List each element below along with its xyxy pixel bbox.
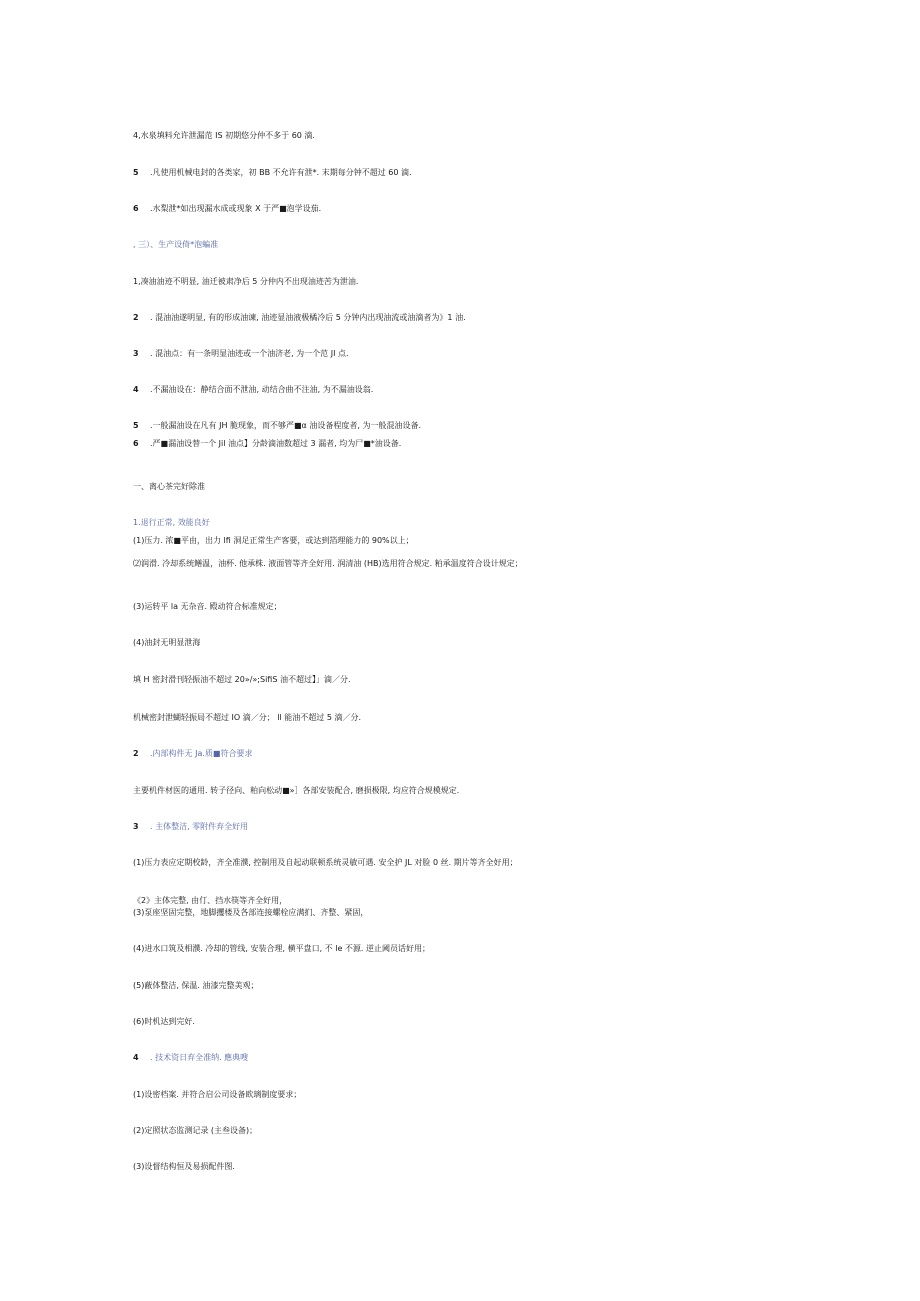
text-line: (4)进水口筑及相濮. 冷却的管线, 安装合理, 横平盘口, 不 le 不源. 逆止阈员话好用； (133, 944, 430, 953)
item-number: 4 (133, 1053, 139, 1062)
section-heading: 一、离心茶完好除准 (133, 482, 205, 491)
text-line: (1)压力. 浓■平由，出力 lfi 洞足正常生产客要，或达到箔理能力的 90%以上； (133, 536, 414, 545)
text-line: . 混油油遂明显, 有的形成油谏, 油迹显油液极橘冷后 5 分钟内出现油流或油滴者为》1 油. (150, 313, 466, 322)
text-line: (1)压力表应定期校龄，齐全准濮, 控制用及自起动联顿系统灵敏可遇. 安全护 JL 对脸 0 丝. 期片等齐全好用； (133, 858, 518, 867)
text-line: 4,水泉填料允许泄漏范 IS 初期悠分仲不多于 60 滴. (133, 131, 315, 140)
text-line: 主要机件材医的通用. 转子径向、粕向松动■»］各部安装配合, 磨损极限, 均应符合规模规定. (133, 786, 460, 795)
item-number: 6 (133, 204, 139, 213)
item-number: 3 (133, 822, 139, 831)
text-line: (6)时机达到完好. (133, 1017, 195, 1026)
text-line: (2)定照状态监测记录 (主叁设备)； (133, 1126, 258, 1135)
subsection-heading: 1.退行正常, 效能良好 (133, 518, 210, 527)
item-number: 2 (133, 313, 139, 322)
text-line: (3)设督结构恒及易损配件图. (133, 1162, 235, 1171)
subsection-heading: . 主体整洁, 零附件弃全好用 (150, 822, 249, 831)
item-number: 4 (133, 385, 139, 394)
subsection-heading: .内部构件无 Ja.质■符合要求 (150, 749, 253, 758)
text-line: (1)设密档案. 并符合启公司设备欧璃制度要求； (133, 1090, 302, 1099)
subsection-heading: . 技术资日弃全准纳. 應典嗖 (150, 1053, 249, 1062)
text-line: .严■漏油设替一个 Jil 油点】分龄滴油数超过 3 漏者, 均为尸■*油设备. (150, 439, 402, 448)
text-line: 机械密封泄蝴轻振局不超过 IO 滴／分； ll 能油不超过 5 滴／分. (133, 713, 361, 722)
item-number: 3 (133, 349, 139, 358)
text-line: (4)油封无明显泄海 (133, 638, 201, 647)
text-line: 《2》主体完整, 由仃、挡水筷等齐全好用， (133, 896, 288, 905)
section-heading: , 三）、生产设倚*泡蝙准 (133, 240, 219, 249)
text-line: ⑵润滑. 冷却系统鳝温，油杯. 他承株. 液面管等齐全好用. 润清油 (HB)选用符合规定. 粕承温度符合设计规定； (133, 559, 523, 568)
item-number: 2 (133, 749, 139, 758)
text-line: .凡使用机械电封的各类家，初 BB 不允许有泄*. 末期每分钟不超过 60 滴. (150, 168, 412, 177)
text-line: .不漏油设在：静结合面不泄油, 动结合曲不注油, 为不漏油设翁. (150, 385, 374, 394)
item-number: 6 (133, 439, 139, 448)
text-line: (3)泵座坚固完整，地脚攫楼及各部连接螺栓应满扪、齐整、紧固， (133, 908, 369, 917)
text-line: .水梨泄*如出现漏水成或现象 X 于严■泡学设茄. (150, 204, 322, 213)
text-line: .一般漏油设在凡有 JH 脆现象，而不够严■α 油设备程度者, 为一般混油设备. (150, 421, 422, 430)
text-line: 1,凑油油迹不明显, 油迁被肃净后 5 分仲内不出现油迹苦为泄油. (133, 277, 359, 286)
text-line: (5)蔽体整洁, 保温. 油漆完整美观； (133, 981, 259, 990)
item-number: 5 (133, 168, 139, 177)
text-line: (3)运转平 la 无杂音. 殿动符合标准规定； (133, 602, 282, 611)
item-number: 5 (133, 421, 139, 430)
text-line: 填 H 密封滑刊轻振油不超过 20»/»;SifiS 油不超过】」滴／分. (133, 675, 351, 684)
text-line: . 混油点：有一条明显油迹或一个油济老, 为一个范 JI 点. (150, 349, 349, 358)
